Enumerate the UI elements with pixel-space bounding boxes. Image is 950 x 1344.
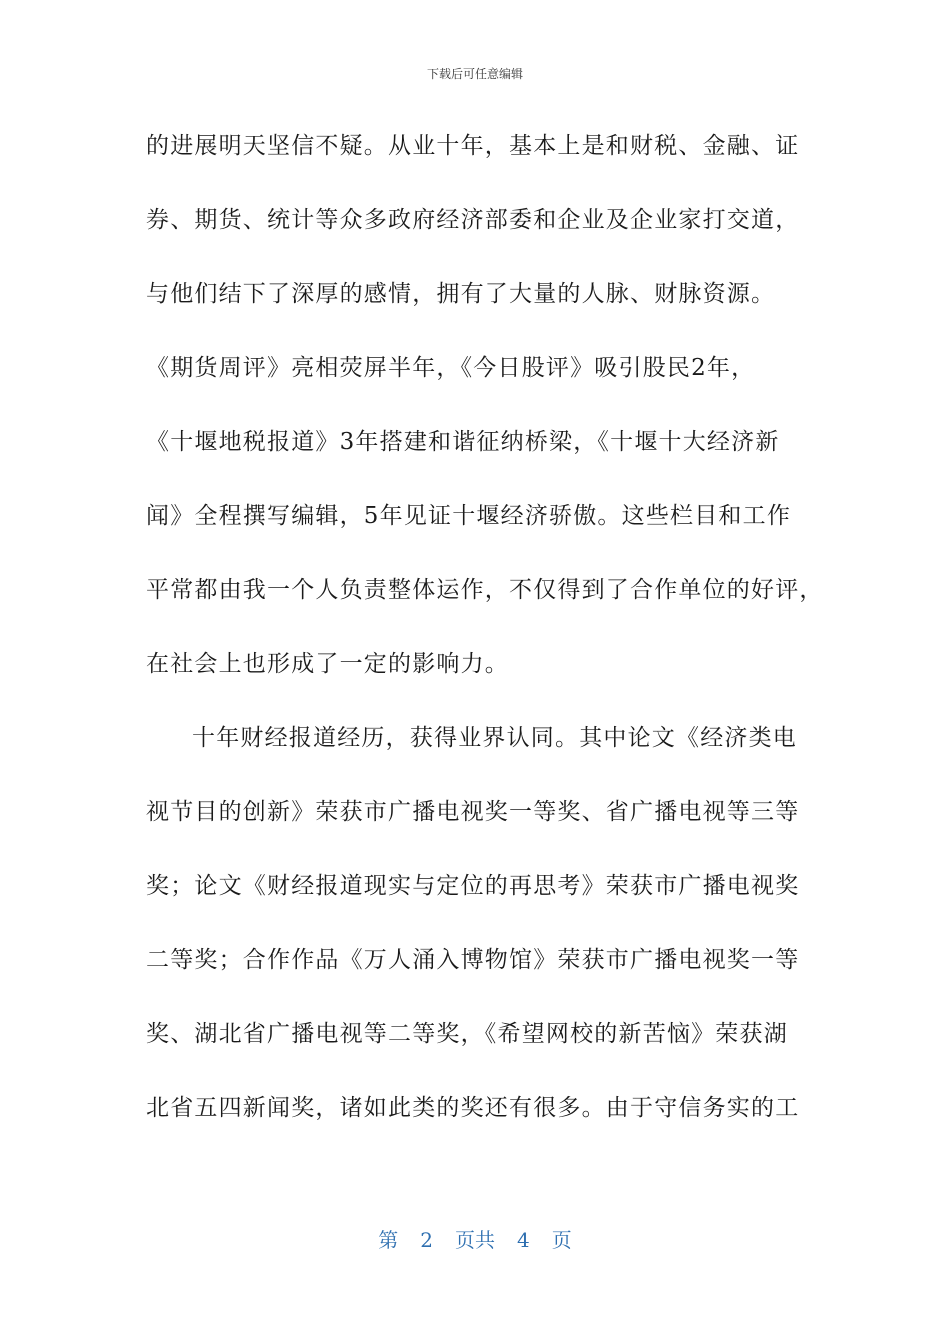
page-total: 4	[517, 1228, 530, 1252]
page-current: 2	[420, 1228, 433, 1252]
page-prefix: 第	[378, 1228, 399, 1252]
text-line: 平常都由我一个人负责整体运作，不仅得到了合作单位的好评，	[146, 577, 824, 603]
document-body	[146, 124, 826, 1160]
text-line: 在社会上也形成了一定的影响力。	[146, 651, 509, 677]
page-header: 下载后可任意编辑	[426, 67, 523, 81]
page-suffix: 页	[551, 1228, 572, 1252]
text-line: 北省五四新闻奖，诸如此类的奖还有很多。由于守信务实的工	[146, 1095, 800, 1121]
text-line: 视节目的创新》荣获市广播电视奖一等奖、省广播电视等三等	[146, 799, 800, 825]
text-line: 券、期货、统计等众多政府经济部委和企业及企业家打交道，	[146, 207, 800, 233]
text-line: 奖；论文《财经报道现实与定位的再思考》荣获市广播电视奖	[146, 873, 800, 899]
text-line: 与他们结下了深厚的感情，拥有了大量的人脉、财脉资源。	[146, 281, 776, 307]
text-line: 《期货周评》亮相荧屏半年，《今日股评》吸引股民2年，	[146, 355, 756, 381]
paragraph-first-line: 十年财经报道经历，获得业界认同。其中论文《经济类电	[192, 725, 797, 751]
page-mid: 页共	[455, 1228, 495, 1252]
page-footer	[0, 1226, 950, 1254]
text-line: 闻》全程撰写编辑，5年见证十堰经济骄傲。这些栏目和工作	[146, 503, 792, 529]
text-line: 《十堰地税报道》3年搭建和谐征纳桥梁，《十堰十大经济新	[146, 429, 780, 455]
text-line: 二等奖；合作作品《万人涌入博物馆》荣获市广播电视奖一等	[146, 947, 800, 973]
text-line: 的进展明天坚信不疑。从业十年，基本上是和财税、金融、证	[146, 133, 800, 159]
text-line: 奖、湖北省广播电视等二等奖，《希望网校的新苦恼》荣获湖	[146, 1021, 788, 1047]
